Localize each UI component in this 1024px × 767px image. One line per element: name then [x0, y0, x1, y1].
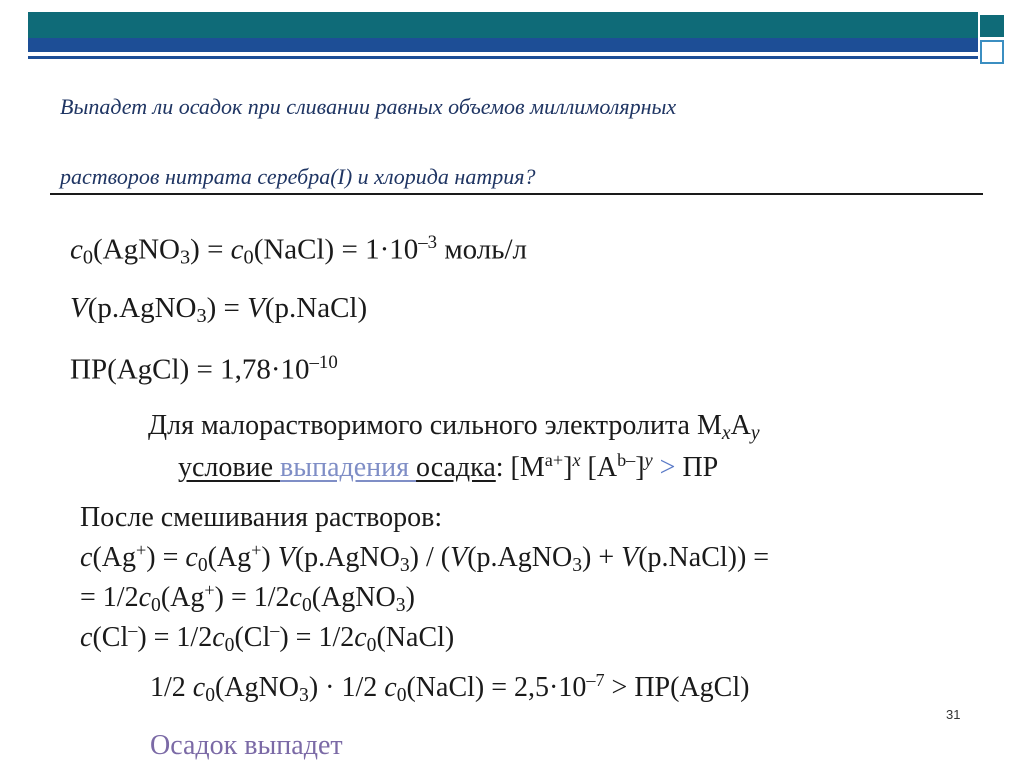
given-concentration: $c_0(AgNO_3)$ = $c_0(NaCl) = 1\cdot 10^{-3}$ моль/л: [70, 232, 528, 269]
decoration-square-filled: [980, 15, 1004, 37]
slide-title: [60, 72, 960, 212]
condition-intro: Для малорастворимого сильного электролита $M_xA_y$: [148, 410, 760, 444]
slide-title-line-2: растворов нитрата серебра(I) и хлорида натрия?: [60, 164, 536, 189]
slide-title-line-1: Выпадет ли осадок при сливании равных объемов миллимолярных: [60, 94, 677, 119]
chloride-concentration-equation: $c(Cl^-) = 1/2c_0(Cl^-)$ = $1/2c_0(NaCl)$: [80, 620, 455, 656]
given-solubility-product: ПР(AgCl) = $1,78\cdot 10^{-10}$: [70, 352, 338, 386]
silver-concentration-result: = $1/2c_0(Ag^+)$ = $1/2c_0(AgNO_3)$: [80, 580, 415, 616]
title-divider: [50, 193, 983, 195]
conclusion: Осадок выпадет: [150, 730, 343, 761]
title-decoration-bar: [28, 12, 1008, 60]
precipitation-link[interactable]: выпадения: [280, 452, 417, 483]
silver-concentration-equation: $c(Ag^+) = c_0(Ag^+)$ V(р.AgNO$_3$) / (V(р.AgNO$_3$) + V(р.NaCl)) =: [80, 540, 770, 576]
given-volume: V(р.AgNO$_3$) = V(р.NaCl): [70, 292, 368, 328]
decoration-band-blue: [28, 38, 978, 52]
after-mixing-heading: После смешивания растворов:: [80, 502, 443, 533]
ion-product-comparison: 1/2 $c_0(AgNO_3) \cdot 1/2$ $c_0(NaCl) = 2,5\cdot 10^{-7}$ > ПР(AgCl): [150, 670, 750, 706]
page-number: 31: [946, 707, 961, 722]
decoration-band-line: [28, 56, 978, 59]
condition-formula: условие выпадения осадка: $[M^{a+}]^x$ $[A^{b-}]^y$ > ПР: [178, 450, 719, 483]
decoration-band-teal: [28, 12, 978, 38]
decoration-square-outline: [980, 40, 1004, 64]
